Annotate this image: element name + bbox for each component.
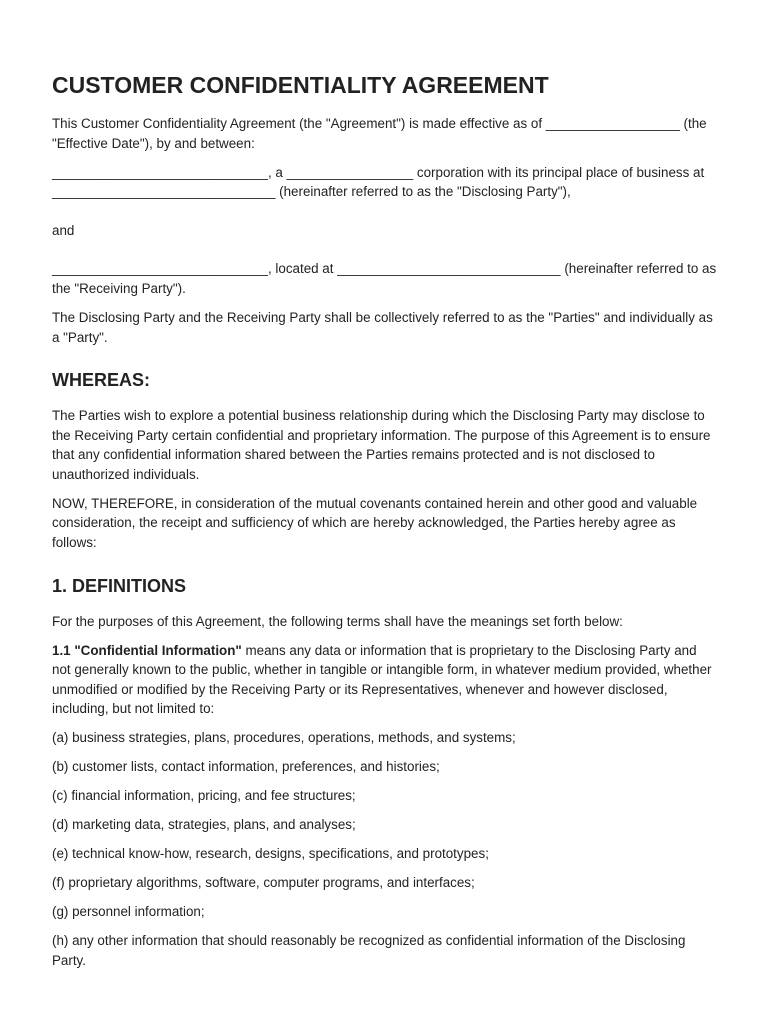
- definition-term: 1.1 "Confidential Information": [52, 642, 242, 658]
- definitions-intro: For the purposes of this Agreement, the following terms shall have the meanings set forth below:: [52, 613, 623, 629]
- now-therefore-paragraph: NOW, THEREFORE, in consideration of the mutual covenants contained herein and other good and valuable consideration, the receipt and sufficiency of which are hereby acknowledged, the Parties hereby agree as follows:: [52, 495, 698, 551]
- definition-confidential-information: [52, 641, 718, 719]
- list-item: (g) personnel information;: [52, 904, 205, 920]
- list-item: (b) customer lists, contact information, preferences, and histories;: [52, 759, 440, 775]
- list-item: (a) business strategies, plans, procedures, operations, methods, and systems;: [52, 730, 516, 746]
- intro-receiving-party: _____________________________, located at ______________________________ (hereinafter referred to as the "Receiving Party").: [52, 261, 717, 296]
- list-item: (f) proprietary algorithms, software, computer programs, and interfaces;: [52, 875, 475, 891]
- intro-and: and: [52, 222, 75, 238]
- whereas-heading: WHEREAS:: [52, 370, 150, 391]
- list-item: (h) any other information that should reasonably be recognized as confidential information of the Disclosing Party.: [52, 933, 686, 968]
- whereas-paragraph: The Parties wish to explore a potential business relationship during which the Disclosing Party may disclose to the Receiving Party certain confidential and proprietary information. The purpose of this Agreement is to ensure that any confidential information shared between the Parties remains protected and is not disclosed to unauthorized individuals.: [52, 408, 711, 482]
- list-item: (c) financial information, pricing, and fee structures;: [52, 788, 356, 804]
- document-page: [52, 70, 718, 980]
- intro-parties-definition: The Disclosing Party and the Receiving Party shall be collectively referred to as the "Parties" and individually as a "Party".: [52, 309, 713, 345]
- definitions-heading: 1. DEFINITIONS: [52, 575, 187, 596]
- list-item: (e) technical know-how, research, designs, specifications, and prototypes;: [52, 846, 489, 862]
- list-item: (d) marketing data, strategies, plans, and analyses;: [52, 817, 356, 833]
- document-title: CUSTOMER CONFIDENTIALITY AGREEMENT: [52, 72, 549, 98]
- intro-disclosing-party: _____________________________, a _________________ corporation with its principal place of business at ______________________________ (hereinafter referred to as the "Disclosing Party"),: [52, 164, 705, 200]
- intro-effective-date: This Customer Confidentiality Agreement (the "Agreement") is made effective as of __________________ (the "Effective Date"), by and between:: [52, 116, 707, 151]
- definition-text: means any data or information that is proprietary to the Disclosing Party and not generally known to the public, whether in tangible or intangible form, in whatever medium provided, whether unmodified or modified by the Receiving Party or its Representatives, whenever and however disclosed, including, but not limited to:: [52, 642, 712, 717]
